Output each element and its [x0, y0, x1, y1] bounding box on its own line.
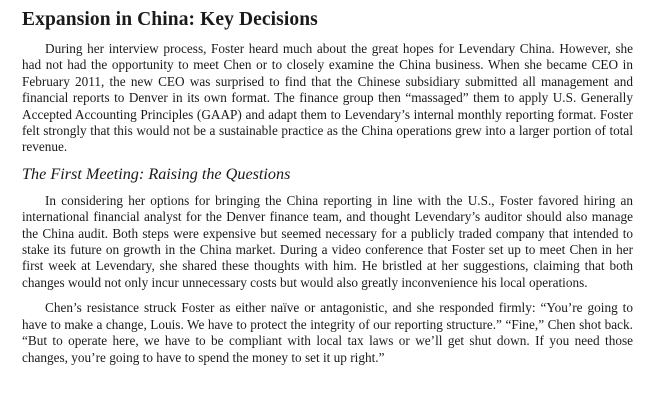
section-paragraph-2: Chen’s resistance struck Foster as either naïve or antagonistic, and she responded firmly: “You’re going to have to make a change, Louis. We have to protect the integrity of our reporting structure.” “Fine,” Chen shot back. “But to operate here, we have to be compliant with local tax laws or we’ll get shut down. If you need those changes, you’re going to have to spend the money to set it up right.”: [22, 300, 633, 365]
section-heading: The First Meeting: Raising the Questions: [22, 164, 291, 183]
document-title: Expansion in China: Key Decisions: [22, 9, 318, 30]
intro-paragraph: During her interview process, Foster heard much about the great hopes for Levendary China. However, she had not had the opportunity to meet Chen or to closely examine the China business. When she became CEO in February 2011, the new CEO was surprised to find that the Chinese subsidiary submitted all management and financial reports to Denver in its own format. The finance group then “massaged” them to apply U.S. Generally Accepted Accounting Principles (GAAP) and adapt them to Levendary’s internal monthly reporting format. Foster felt strongly that this would not be a sustainable practice as the China operations grew into a larger portion of total revenue.: [22, 41, 633, 155]
section-paragraph-1: In considering her options for bringing the China reporting in line with the U.S., Foster favored hiring an international financial analyst for the Denver finance team, and thought Levendary’s auditor should also manage the China audit. Both steps were expensive but seemed necessary for a publicly traded company that intended to stake its future on growth in the China market. During a video conference that Foster set up to meet Chen in her first week at Levendary, she shared these thoughts with him. He bristled at her suggestions, claiming that both changes would not only incur unnecessary costs but would also greatly inconvenience his local operations.: [22, 192, 633, 290]
